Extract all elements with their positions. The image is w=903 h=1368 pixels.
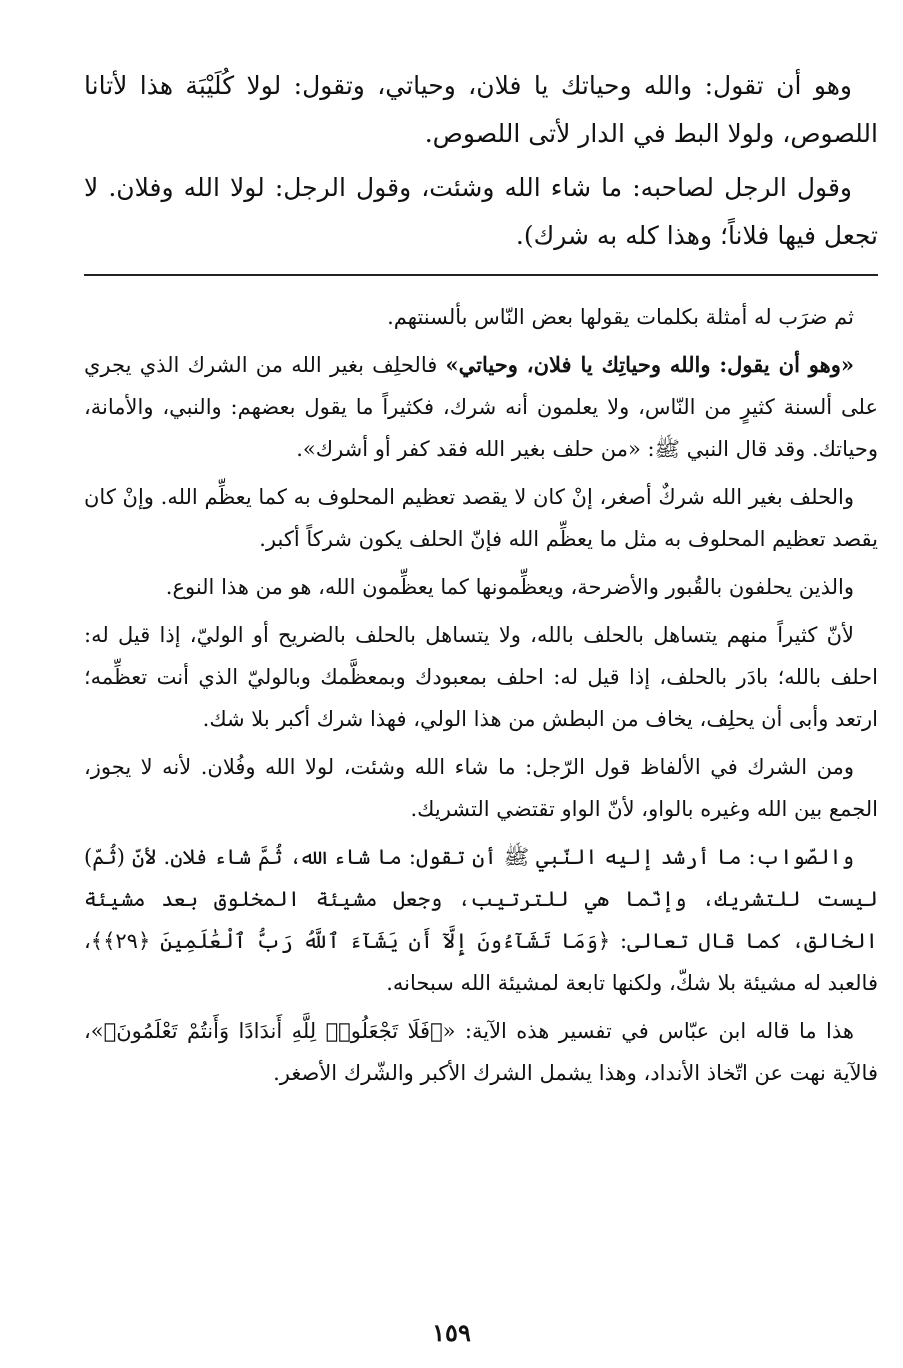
page-number: ١٥٩ xyxy=(432,1318,471,1347)
commentary-paragraph-7: والصّواب: ما أرشد إليه النّبي ﷺ أن تقول: ما شاء الله، ثُمَّ شاء فلان. لأنّ (ثُمّ) ليست للتشريك، وإنّما هي للترتيب، وجعل مشيئة المخلوق بعد مشيئة الخالق، كما قال تعالى: ﴿وَمَا تَشَآءُونَ إِلَّآ أَن يَشَآءَ ٱللَّهُ رَبُّ ٱلْعَٰلَمِينَ ﴿٢٩﴾﴾، فالعبد له مشيئة بلا شكّ، ولكنها تابعة لمشيئة الله سبحانه. xyxy=(84,845,878,995)
commentary xyxy=(84,296,878,1094)
commentary-paragraph-8: هذا ما قاله ابن عبّاس في تفسير هذه الآية: «﴿فَلَا تَجْعَلُوا۟ لِلَّهِ أَندَادًا وَأَنتُمْ تَعْلَمُونَ﴾»، فالآية نهت عن اتّخاذ الأنداد، وهذا يشمل الشرك الأكبر والشّرك الأصغر. xyxy=(84,1019,878,1085)
commentary-paragraph-4: والذين يحلفون بالقُبور والأضرحة، ويعظِّمونها كما يعظِّمون الله، هو من هذا النوع. xyxy=(165,575,854,599)
commentary-paragraph-2-rest: فالحلِف بغير الله من الشرك الذي يجري على ألسنة كثيرٍ من النّاس، ولا يعلمون أنه شرك، فكثيراً ما يقول بعضهم: والنبي، والأمانة، وحياتك. وقد قال النبي ﷺ: «من حلف بغير الله فقد كفر أو أشرك». xyxy=(84,353,879,461)
quoted-phrase: «وهو أن يقول: والله وحياتِك يا فلان، وحياتي» xyxy=(445,352,854,377)
section-divider xyxy=(84,274,878,276)
commentary-paragraph-3: والحلف بغير الله شركٌ أصغر، إنْ كان لا يقصد تعظيم المحلوف به كما يعظِّم الله. وإنْ كان يقصد تعظيم المحلوف به مثل ما يعظِّم الله فإنّ الحلف يكون شركاً أكبر. xyxy=(84,485,878,551)
commentary-paragraph-5: لأنّ كثيراً منهم يتساهل بالحلف بالله، ولا يتساهل بالحلف بالضريح أو الوليّ، إذا قيل له: احلف بالله؛ بادَر بالحلف، إذا قيل له: احلف بمعبودك وبمعظَّمك وبالوليّ الذي أنت تعظِّمه؛ ارتعد وأبى أن يحلِف، يخاف من البطش من هذا الولي، فهذا شرك أكبر بلا شك. xyxy=(84,623,878,731)
commentary-paragraph-1: ثم ضرَب له أمثلة بكلمات يقولها بعض النّاس بألسنتهم. xyxy=(387,305,854,329)
main-text-paragraph-2: وقول الرجل لصاحبه: ما شاء الله وشئت، وقول الرجل: لولا الله وفلان. لا تجعل فيها فلاناً؛ وهذا كله به شرك). xyxy=(84,173,878,250)
main-text xyxy=(84,62,878,260)
commentary-paragraph-2 xyxy=(84,344,878,470)
commentary-paragraph-6: ومن الشرك في الألفاظ قول الرّجل: ما شاء الله وشئت، لولا الله وفُلان. لأنه لا يجوز، الجمع بين الله وغيره بالواو، لأنّ الواو تقتضي التشريك. xyxy=(84,755,878,821)
page-body xyxy=(84,62,878,1100)
main-text-paragraph-1: وهو أن تقول: والله وحياتك يا فلان، وحياتي، وتقول: لولا كُلَيْبَة هذا لأتانا اللصوص، ولولا البط في الدار لأتى اللصوص. xyxy=(84,71,878,148)
